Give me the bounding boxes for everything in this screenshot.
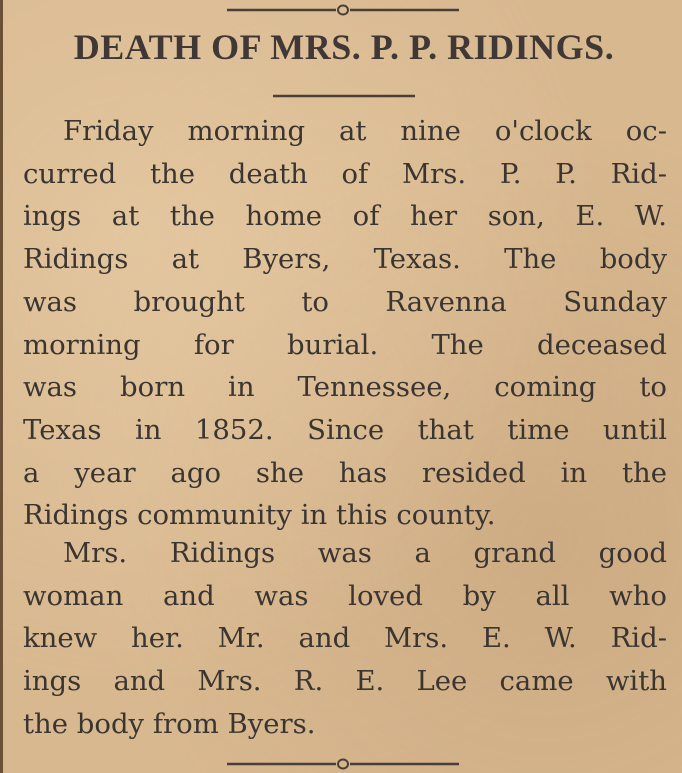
paragraph-line: Ridings community in this county. [23,499,496,532]
paragraph-line: Texas in 1852. Since that time until [23,413,667,446]
bottom-ornament-rule [223,758,463,770]
paragraph-line: was born in Tennessee, coming to [23,371,667,404]
paragraph-2 [23,532,667,746]
paragraph-line: ings and Mrs. R. E. Lee came with [23,665,667,698]
paragraph-line: a year ago she has resided in the [23,456,667,489]
paragraph-line: ings at the home of her son, E. W. [23,200,667,233]
top-ornament-rule [223,4,463,16]
headline-underline-rule [273,94,415,98]
paragraph-line: Mrs. Ridings was a grand good [63,537,667,569]
paragraph-line: woman and was loved by all who [23,579,667,612]
paragraph-line: Friday morning at nine o'clock oc- [63,115,667,147]
paragraph-line: was brought to Ravenna Sunday [23,285,667,318]
paragraph-line: knew her. Mr. and Mrs. E. W. Rid- [23,622,667,655]
paragraph-line: Ridings at Byers, Texas. The body [23,243,667,276]
paragraph-line: morning for burial. The deceased [23,328,667,361]
paragraph-line: curred the death of Mrs. P. P. Rid- [23,157,667,190]
headline: DEATH OF MRS. P. P. RIDINGS. [73,27,615,67]
paragraph-line: the body from Byers. [23,707,316,740]
paragraph-1 [23,110,667,537]
